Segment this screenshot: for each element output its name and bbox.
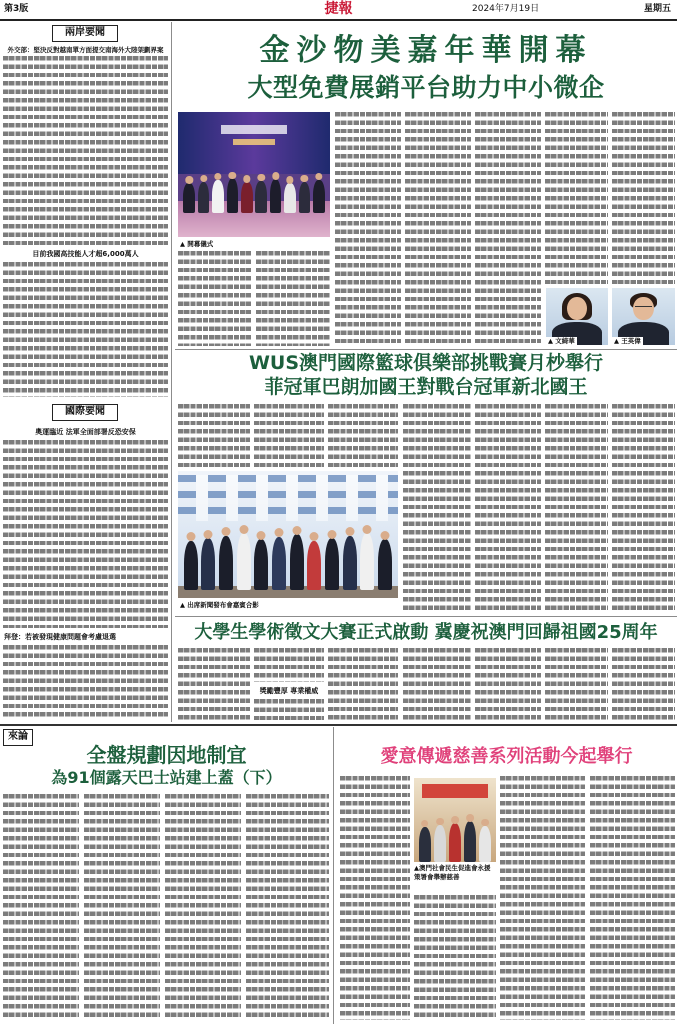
article-body-text [545,112,608,284]
opinion-headline-main: 全盤規劃因地制宜 [86,743,247,767]
article-body-text [612,404,675,612]
person-silhouette [270,179,282,213]
article-body-text [178,251,251,346]
charity-event-photo [414,778,496,862]
article-body-text [590,776,675,1020]
photo-caption: ▲ 出席新聞發布會嘉賓合影 [180,601,259,609]
essay-contest-subheading: 獎勵豐厚 專業權威 [259,687,319,695]
article-body-text [3,262,168,397]
opening-ceremony-photo [178,112,330,237]
person-silhouette [479,826,491,862]
article-body-text [246,794,329,1020]
sponsor-backdrop [178,475,398,521]
portrait-caption: ▲ 文綺華 [548,337,575,345]
header-rule [0,19,677,21]
article-title-olympics: 奧運臨近 法軍全面部署反恐安保 [35,428,136,436]
person-silhouette [254,539,268,590]
screen-graphic [233,139,276,145]
people-on-stage [182,173,326,213]
article-body-text [254,648,324,682]
person-silhouette [313,180,325,213]
article-body-text [414,895,496,1020]
person-silhouette [378,539,392,590]
person-silhouette [183,183,195,213]
basketball-headline-main: WUS澳門國際籃球俱樂部挑戰賽月杪舉行 [248,352,604,374]
masthead-logo: 捷報 [324,1,353,17]
article-body-text [256,251,330,346]
opinion-label: 來論 [3,729,33,746]
article-body-text [178,648,250,720]
article-body-text [475,404,541,612]
person-silhouette [255,181,267,213]
opinion-headline-sub: 為91個露天巴士站建上蓋（下） [51,768,282,787]
page-number: 第3版 [4,4,29,14]
article-body-text [612,648,675,720]
person-silhouette [272,537,286,590]
article-body-text [475,112,541,346]
person-silhouette [307,541,321,590]
article-title-mfa: 外交部：堅決反對越南單方面提交南海外大陸架劃界案 [7,46,164,54]
article-body-text [545,648,608,720]
portrait-caption: ▲ 王英偉 [614,337,641,345]
portrait-photo-2 [612,288,675,345]
article-body-text [3,56,168,246]
sands-headline-sub: 大型免費展銷平台助力中小微企 [247,73,605,102]
column-divider [171,22,172,722]
article-body-text [254,404,324,467]
screen-graphic [221,125,288,134]
person-silhouette [449,823,461,862]
article-body-text [3,794,79,1020]
essay-contest-headline: 大學生學術徵文大賽正式啟動 冀慶祝澳門回歸祖國25周年 [194,622,658,643]
face [567,297,587,321]
section-label-international: 國際要聞 [52,404,118,421]
article-body-text [254,699,324,720]
sands-headline-main: 金沙物美嘉年華開幕 [259,33,593,68]
press-conference-group-photo [178,471,398,598]
issue-weekday: 星期五 [643,4,671,14]
issue-date: 2024年7月19日 [472,4,540,14]
article-body-text [3,440,168,628]
person-silhouette [219,536,233,590]
person-silhouette [343,536,357,590]
charity-headline: 愛意傳遞慈善系列活動今起舉行 [380,746,633,767]
basketball-headline-sub: 菲冠軍巴朗加國王對戰台冠軍新北國王 [264,376,588,398]
event-banner [422,784,488,798]
event-participants [417,812,493,862]
article-body-text [545,404,608,612]
person-silhouette [241,182,253,213]
article-body-text [475,648,541,720]
person-silhouette [284,183,296,213]
person-silhouette [464,821,476,862]
glasses-icon [635,306,653,309]
lower-band-rule [0,724,677,726]
article-body-text [403,404,471,612]
article-body-text [405,112,471,346]
person-silhouette [290,534,304,590]
person-silhouette [360,533,374,590]
story-divider [175,616,677,617]
article-body-text [500,776,585,1020]
section-label-cross-strait: 兩岸要聞 [52,25,118,42]
article-title-skills: 目前我國高技能人才超6,000萬人 [32,250,139,258]
guests-group [182,520,394,590]
article-body-text [165,794,241,1020]
article-body-text [403,648,471,720]
column-divider [333,727,334,1024]
article-body-text [612,112,675,284]
story-divider [175,349,677,350]
article-body-text [328,648,398,720]
article-body-text [328,404,398,467]
person-silhouette [227,178,239,213]
person-silhouette [419,827,431,862]
person-silhouette [212,180,224,213]
article-body-text [335,112,401,346]
article-body-text [84,794,160,1020]
article-body-text [340,776,410,1020]
person-silhouette [201,538,215,590]
portrait-photo-1 [546,288,608,345]
person-silhouette [434,825,446,862]
article-body-text [178,404,250,467]
article-title-biden: 拜登：若被發現健康問題會考慮退選 [4,633,116,641]
person-silhouette [184,541,198,590]
photo-caption: ▲澳門社會民生促進會永援策署會舉辦慈善 [414,864,491,881]
photo-caption: ▲ 開幕儀式 [180,240,214,248]
person-silhouette [299,182,311,214]
person-silhouette [325,538,339,590]
article-body-text [3,645,168,720]
person-silhouette [198,182,210,214]
person-silhouette [237,533,251,590]
